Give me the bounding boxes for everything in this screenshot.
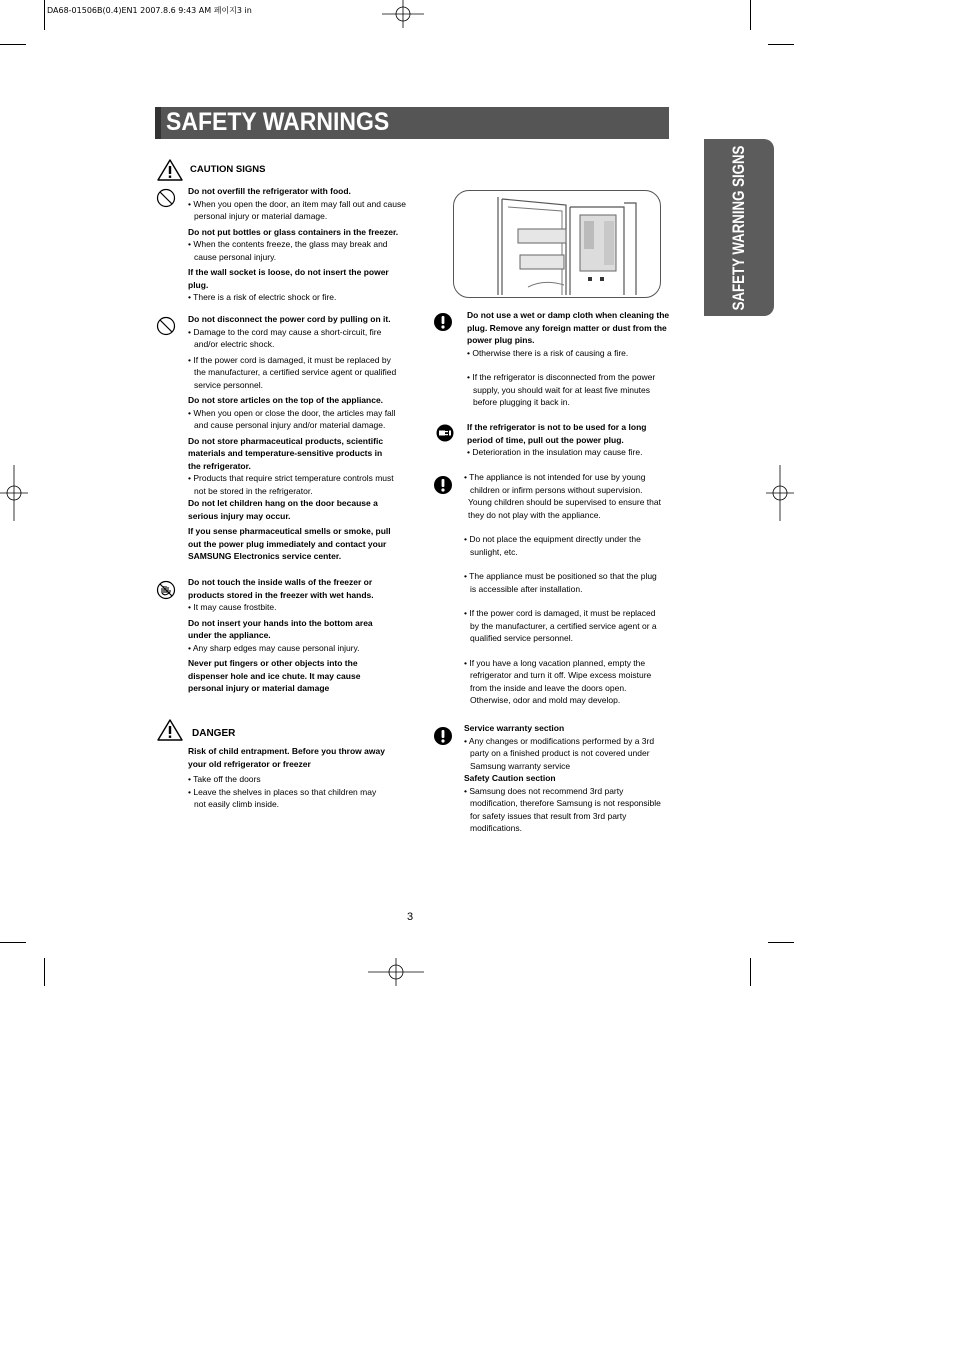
crop-mark — [44, 0, 45, 30]
caution-item-title: Do not store articles on the top of the appliance. — [188, 395, 384, 405]
right-group-4 — [464, 722, 664, 835]
caution-item-title: If the refrigerator is not to be used for a long period of time, pull out the power plug. — [467, 422, 647, 445]
danger-heading: DANGER — [192, 728, 236, 739]
caution-item-detail: • When you open or close the door, the articles may fall and cause personal injury and/or material damage. — [188, 407, 396, 430]
crop-mark — [768, 942, 794, 943]
caution-item-detail: • If the power cord is damaged, it must be replaced by the manufacturer, a certified service agent or qualified service personnel. — [188, 354, 397, 390]
danger-triangle-icon — [156, 718, 184, 742]
mandatory-icon — [433, 726, 453, 746]
caution-group-3 — [188, 576, 388, 695]
danger-group — [188, 745, 398, 811]
right-group-3 — [464, 471, 664, 707]
caution-group-1 — [188, 185, 420, 304]
caution-item-detail: • Any sharp edges may cause personal injury. — [188, 642, 360, 653]
danger-item-detail: • Leave the shelves in places so that children may not easily climb inside. — [188, 786, 377, 809]
crop-mark — [0, 942, 26, 943]
caution-item-detail: • Products that require strict temperature controls must not be stored in the refrigerator. — [188, 473, 394, 496]
caution-signs-heading: CAUTION SIGNS — [190, 164, 266, 175]
danger-item-title: Risk of child entrapment. Before you throw away your old refrigerator or freezer — [188, 746, 385, 769]
caution-group-2 — [188, 313, 398, 563]
caution-item-detail: • When you open the door, an item may fall out and cause personal injury or material damage. — [188, 198, 406, 221]
banner-edge — [155, 107, 161, 139]
wet-hand-icon — [156, 580, 176, 600]
crop-mark — [768, 44, 794, 45]
caution-item-detail: • The appliance must be positioned so that the plug is accessible after installation. — [464, 571, 657, 594]
registration-mark — [368, 958, 424, 986]
mandatory-icon — [433, 475, 453, 495]
caution-item-title: Do not let children hang on the door because a serious injury may occur. — [188, 498, 378, 521]
caution-item-detail: • Otherwise there is a risk of causing a fire. — [467, 347, 629, 358]
mandatory-icon — [433, 312, 453, 332]
caution-item-title: Do not use a wet or damp cloth when cleaning the plug. Remove any foreign matter or dust from the power plug pins. — [467, 310, 670, 345]
caution-item-title: Do not insert your hands into the bottom area under the appliance. — [188, 617, 373, 640]
caution-item-detail: • If the refrigerator is disconnected from the power supply, you should wait for at least five minutes before plugging it back in. — [467, 372, 656, 407]
crop-mark — [44, 958, 45, 986]
unplug-icon — [435, 424, 455, 442]
caution-item-title: If you sense pharmaceutical smells or smoke, pull out the power plug immediately and contact your SAMSUNG Electronics service center. — [188, 526, 391, 561]
section-heading: Safety Caution section — [464, 773, 556, 783]
caution-triangle-icon — [156, 158, 184, 182]
caution-item-detail: • Samsung does not recommend 3rd party modification, therefore Samsung is not responsible for safety issues that result from 3rd party modifications. — [464, 785, 661, 833]
caution-item-detail: • Deterioration in the insulation may cause fire. — [467, 447, 643, 457]
caution-item-detail: • Do not place the equipment directly under the sunlight, etc. — [464, 534, 641, 557]
crop-mark — [0, 44, 26, 45]
caution-item-detail: • Any changes or modifications performed by a 3rd party on a finished product is not covered under Samsung warranty service — [464, 735, 655, 771]
caution-item-title: Do not store pharmaceutical products, scientific materials and temperature-sensitive products in the refrigerator. — [188, 435, 384, 471]
caution-item-title: Never put fingers or other objects into the dispenser hole and ice chute. It may cause personal injury or material damage — [188, 658, 361, 693]
registration-mark — [0, 465, 28, 521]
caution-item-title: If the wall socket is loose, do not insert the power plug. — [188, 267, 389, 290]
refrigerator-drawing — [454, 191, 660, 297]
caution-item-detail: • The appliance is not intended for use by young children or infirm persons without supervision. — [464, 472, 646, 495]
caution-item-detail: Young children should be supervised to ensure that they do not play with the appliance. — [468, 497, 661, 520]
page-number: 3 — [407, 911, 414, 923]
caution-item-title: Do not overfill the refrigerator with food. — [188, 186, 351, 196]
danger-item-detail: • Take off the doors — [188, 774, 261, 784]
caution-item-title: Do not put bottles or glass containers in the freezer. — [188, 226, 399, 237]
crop-mark — [750, 958, 751, 986]
registration-mark — [382, 0, 424, 28]
page-title: SAFETY WARNINGS — [166, 108, 390, 136]
registration-mark — [766, 465, 794, 521]
caution-item-detail: • There is a risk of electric shock or fire. — [188, 292, 337, 302]
caution-item-title: Do not touch the inside walls of the freezer or products stored in the freezer with wet hands. — [188, 577, 374, 600]
section-heading: Service warranty section — [464, 723, 565, 733]
caution-item-detail: • If you have a long vacation planned, empty the refrigerator and turn it off. Wipe excess moisture from the inside and leave the doors open. Otherwise, odor and mold may develop. — [464, 657, 652, 705]
caution-item-detail: • When the contents freeze, the glass may break and cause personal injury. — [188, 239, 388, 262]
prohibition-icon — [156, 188, 176, 208]
caution-item-title: Do not disconnect the power cord by pulling on it. — [188, 314, 391, 324]
right-group-2 — [467, 421, 657, 459]
refrigerator-illustration — [453, 190, 661, 298]
caution-item-detail: • Damage to the cord may cause a short-circuit, fire and/or electric shock. — [188, 326, 382, 349]
crop-mark — [750, 0, 751, 30]
print-meta-line: DA68-01506B(0.4)EN1 2007.8.6 9:43 AM 페이지3 in — [47, 6, 252, 15]
right-group-1 — [467, 309, 672, 409]
caution-item-detail: • If the power cord is damaged, it must be replaced by the manufacturer, a certified service agent or a qualified service personnel. — [464, 608, 657, 643]
prohibition-icon — [156, 316, 176, 336]
caution-item-detail: • It may cause frostbite. — [188, 602, 277, 612]
side-tab-label: SAFETY WARNING SIGNS — [729, 145, 748, 311]
